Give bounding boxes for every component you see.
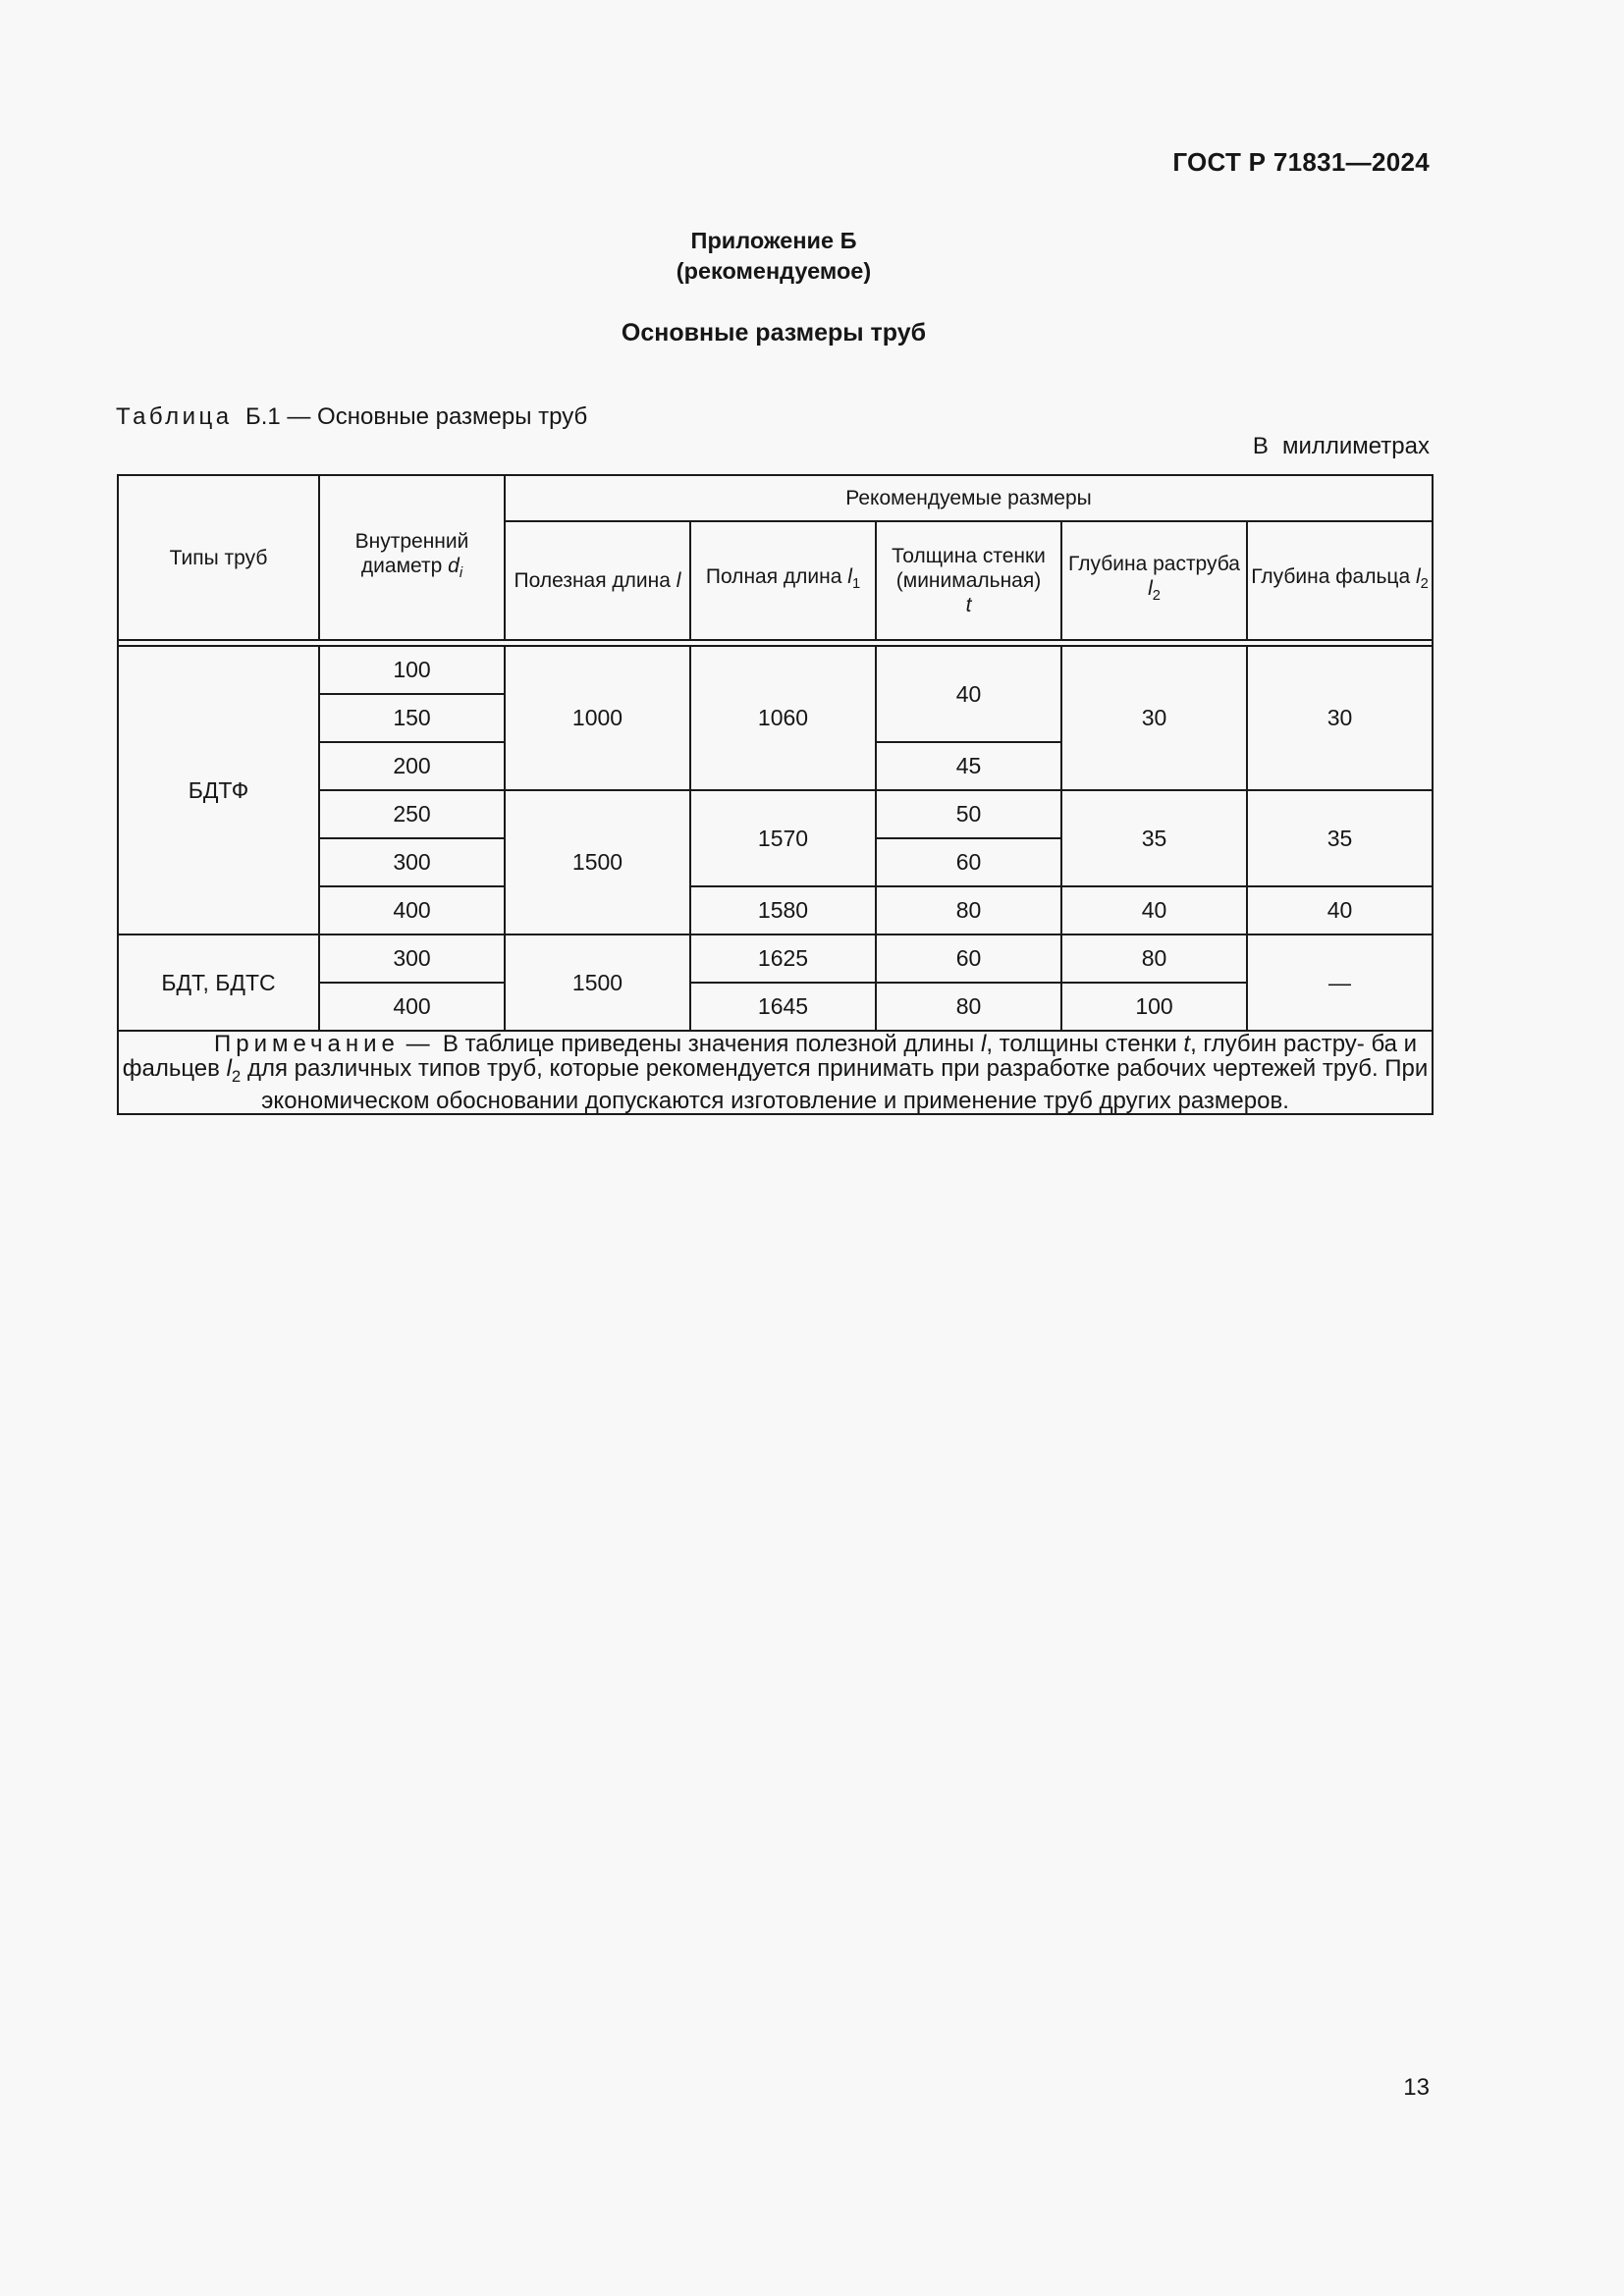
- section-title: Основные размеры труб: [621, 319, 927, 347]
- appendix-status: (рекомендуемое): [676, 258, 872, 284]
- pipe-type-cell: БДТФ: [118, 646, 319, 934]
- full-length-cell: 1625: [690, 934, 876, 983]
- pipe-type-cell: БДТ, БДТС: [118, 934, 319, 1031]
- full-length-cell: 1580: [690, 886, 876, 934]
- socket-depth-cell: 40: [1061, 886, 1247, 934]
- wall-thickness-cell: 50: [876, 790, 1061, 838]
- full-length-cell: 1060: [690, 646, 876, 790]
- diameter-cell: 300: [319, 838, 505, 886]
- socket-depth-cell: 35: [1061, 790, 1247, 886]
- wall-thickness-cell: 45: [876, 742, 1061, 790]
- wall-thickness-cell: 80: [876, 983, 1061, 1031]
- header-flange-depth: Глубина фальца $l_2$: [1247, 521, 1433, 640]
- table-caption-label: Таблица: [116, 403, 233, 430]
- page-number: 13: [1403, 2074, 1430, 2101]
- header-wall-thickness: Толщина стенки (минимальная) t: [876, 521, 1061, 640]
- header-socket-depth: Глубина раструба $l_2$: [1061, 521, 1247, 640]
- diameter-cell: 300: [319, 934, 505, 983]
- diameter-cell: 200: [319, 742, 505, 790]
- useful-length-cell: 1500: [505, 934, 690, 1031]
- socket-depth-cell: 30: [1061, 646, 1247, 790]
- table-caption: [116, 403, 587, 431]
- header-diameter: Внутренний диаметр $d_i$: [319, 475, 505, 640]
- diameter-cell: 250: [319, 790, 505, 838]
- flange-depth-cell: —: [1247, 934, 1433, 1031]
- flange-depth-cell: 35: [1247, 790, 1433, 886]
- wall-thickness-cell: 60: [876, 934, 1061, 983]
- header-types: Типы труб: [118, 475, 319, 640]
- diameter-cell: 100: [319, 646, 505, 694]
- header-useful-length: Полезная длина l: [505, 521, 690, 640]
- pipe-dimensions-table: [117, 474, 1434, 1115]
- table-caption-text: Б.1 — Основные размеры труб: [244, 403, 588, 430]
- units-prefix: В: [1252, 433, 1269, 459]
- note-label: Примечание: [213, 1031, 400, 1057]
- appendix-heading: [0, 226, 1547, 287]
- diameter-cell: 150: [319, 694, 505, 742]
- full-length-cell: 1645: [690, 983, 876, 1031]
- standard-number: ГОСТ Р 71831—2024: [1172, 147, 1430, 177]
- wall-thickness-cell: 40: [876, 646, 1061, 742]
- socket-depth-cell: 80: [1061, 934, 1247, 983]
- flange-depth-cell: 40: [1247, 886, 1433, 934]
- socket-depth-cell: 100: [1061, 983, 1247, 1031]
- table-note: Примечание — В таблице приведены значения полезной длины l, толщины стенки t, глубин растру- ба и фальцев $l_2$ для различных типов труб, которые рекомендуется принимать при разработке рабочих чертежей труб. При экономическом обосновании допускаются изготовление и применение труб других размеров.: [118, 1031, 1433, 1114]
- units-note: [1253, 433, 1430, 460]
- diameter-cell: 400: [319, 983, 505, 1031]
- full-length-cell: 1570: [690, 790, 876, 886]
- flange-depth-cell: 30: [1247, 646, 1433, 790]
- useful-length-cell: 1000: [505, 646, 690, 790]
- diameter-cell: 400: [319, 886, 505, 934]
- units-value: миллиметрах: [1281, 433, 1430, 459]
- appendix-title: Приложение Б: [690, 228, 857, 253]
- header-full-length: Полная длина $l_1$: [690, 521, 876, 640]
- wall-thickness-cell: 80: [876, 886, 1061, 934]
- useful-length-cell: 1500: [505, 790, 690, 934]
- wall-thickness-cell: 60: [876, 838, 1061, 886]
- header-recommended: Рекомендуемые размеры: [505, 475, 1433, 521]
